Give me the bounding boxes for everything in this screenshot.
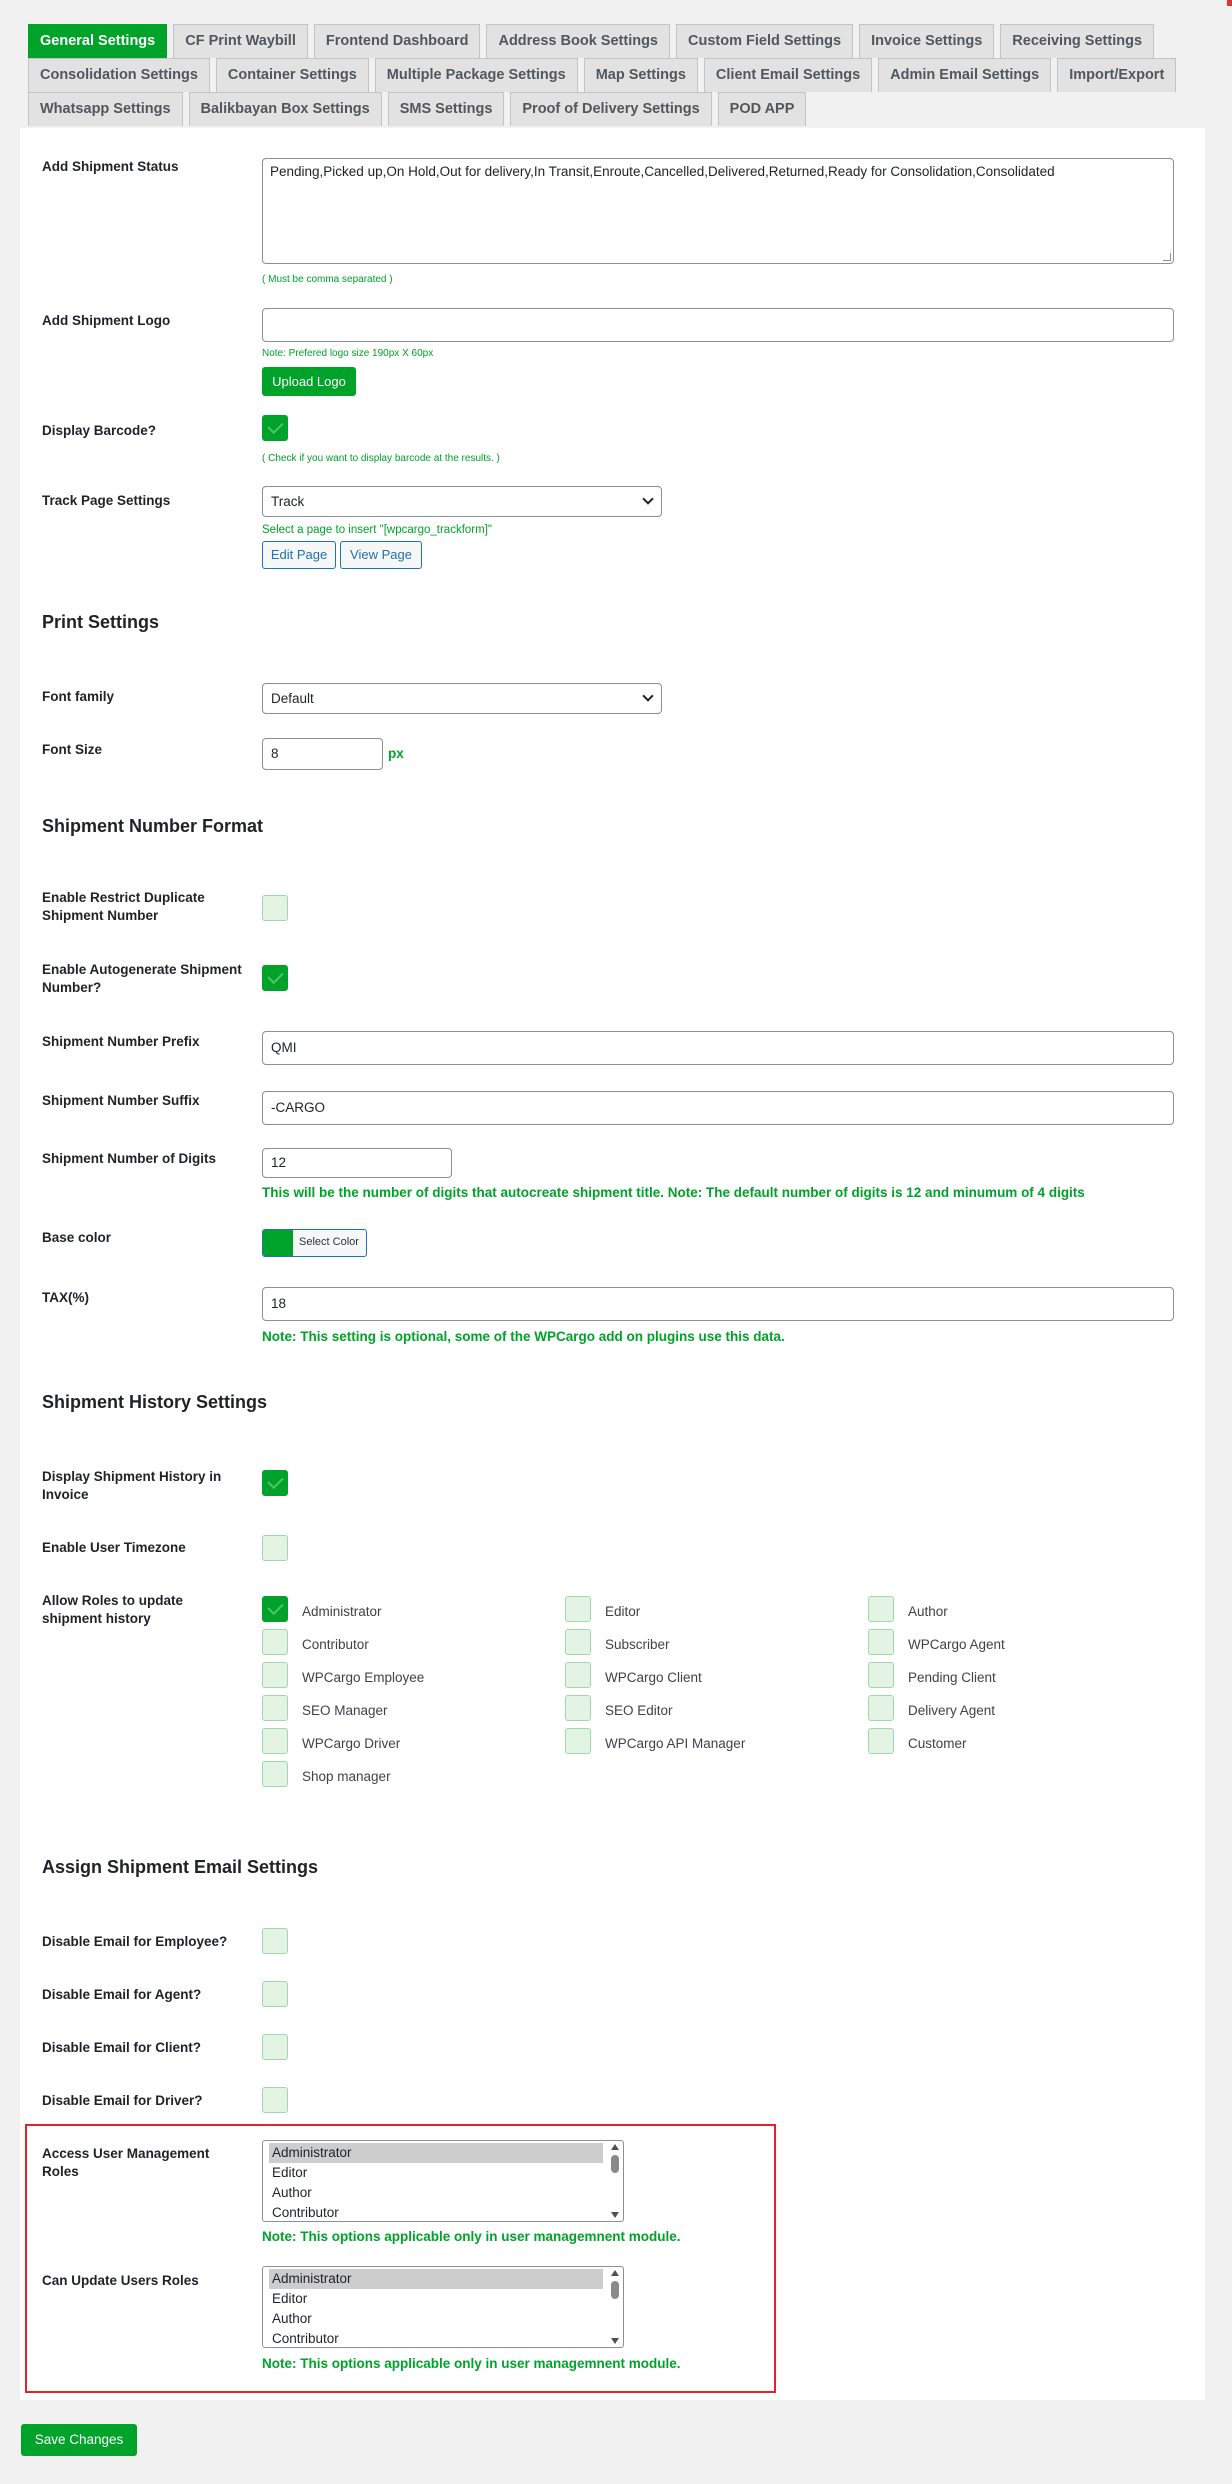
role-checkbox-seo-editor[interactable] <box>565 1695 591 1721</box>
settings-tabs <box>28 24 1208 126</box>
disable-email-employee-label: Disable Email for Employee? <box>42 1934 228 1949</box>
tab-multiple-package-settings[interactable]: Multiple Package Settings <box>375 58 578 92</box>
shipment-status-label: Add Shipment Status <box>42 159 179 174</box>
scroll-thumb[interactable] <box>611 2281 619 2299</box>
base-color-label: Base color <box>42 1230 112 1245</box>
update-roles-listbox[interactable] <box>262 2266 624 2348</box>
tax-input[interactable]: 18 <box>262 1287 1174 1321</box>
tab-invoice-settings[interactable]: Invoice Settings <box>859 24 994 58</box>
color-picker-button[interactable] <box>262 1229 367 1257</box>
role-label-pending-client: Pending Client <box>908 1670 996 1685</box>
disable-email-driver-checkbox[interactable] <box>262 2087 288 2113</box>
role-checkbox-administrator[interactable] <box>262 1596 288 1622</box>
tab-address-book-settings[interactable]: Address Book Settings <box>486 24 670 58</box>
role-label-author: Author <box>908 1604 948 1619</box>
barcode-note: ( Check if you want to display barcode at the results. ) <box>262 453 500 464</box>
access-roles-listbox[interactable] <box>262 2140 624 2222</box>
logo-note: Note: Prefered logo size 190px X 60px <box>262 348 434 359</box>
update-roles-note: Note: This options applicable only in user managemnent module. <box>262 2356 681 2371</box>
track-note: Select a page to insert "[wpcargo_trackform]" <box>262 524 492 536</box>
chevron-down-icon <box>642 493 653 504</box>
tab-consolidation-settings[interactable]: Consolidation Settings <box>28 58 210 92</box>
role-checkbox-author[interactable] <box>868 1596 894 1622</box>
disable-email-agent-checkbox[interactable] <box>262 1981 288 2007</box>
tab-import-export[interactable]: Import/Export <box>1057 58 1176 92</box>
access-option-administrator[interactable]: Administrator <box>269 2143 603 2163</box>
user-timezone-checkbox[interactable] <box>262 1535 288 1561</box>
disable-email-client-checkbox[interactable] <box>262 2034 288 2060</box>
access-user-management-label: Access User Management Roles <box>42 2146 210 2179</box>
role-checkbox-wpcargo-driver[interactable] <box>262 1728 288 1754</box>
font-family-label: Font family <box>42 689 115 704</box>
role-checkbox-wpcargo-client[interactable] <box>565 1662 591 1688</box>
role-checkbox-delivery-agent[interactable] <box>868 1695 894 1721</box>
track-page-select[interactable] <box>262 486 662 517</box>
assign-email-heading: Assign Shipment Email Settings <box>42 1857 319 1877</box>
tab-container-settings[interactable]: Container Settings <box>216 58 369 92</box>
font-size-unit: px <box>388 746 404 761</box>
digits-note: This will be the number of digits that autocreate shipment title. Note: The default number of digits is 12 and minumum of 4 digits <box>262 1185 1085 1200</box>
prefix-label: Shipment Number Prefix <box>42 1034 200 1049</box>
shipment-number-heading: Shipment Number Format <box>42 816 264 836</box>
shipment-status-textarea[interactable] <box>262 158 1174 264</box>
role-label-wpcargo-driver: WPCargo Driver <box>302 1736 401 1751</box>
update-listbox-scrollbar[interactable] <box>607 2267 623 2347</box>
tab-frontend-dashboard[interactable]: Frontend Dashboard <box>314 24 481 58</box>
disable-email-agent-label: Disable Email for Agent? <box>42 1987 202 2002</box>
font-family-select[interactable] <box>262 683 662 714</box>
role-checkbox-shop-manager[interactable] <box>262 1761 288 1787</box>
tab-whatsapp-settings[interactable]: Whatsapp Settings <box>28 92 183 126</box>
tab-cf-print-waybill[interactable]: CF Print Waybill <box>173 24 308 58</box>
display-barcode-label: Display Barcode? <box>42 423 157 438</box>
color-swatch <box>263 1230 293 1256</box>
shipment-status-value: Pending,Picked up,On Hold,Out for delivery,In Transit,Enroute,Cancelled,Delivered,Returned,Ready for Consolidation,Consolidated <box>270 164 1055 179</box>
role-checkbox-editor[interactable] <box>565 1596 591 1622</box>
disable-email-driver-label: Disable Email for Driver? <box>42 2093 203 2108</box>
disable-email-client-label: Disable Email for Client? <box>42 2040 202 2055</box>
role-label-editor: Editor <box>605 1604 641 1619</box>
update-users-roles-label: Can Update Users Roles <box>42 2273 199 2288</box>
role-checkbox-subscriber[interactable] <box>565 1629 591 1655</box>
settings-panel <box>20 128 1205 2400</box>
font-size-label: Font Size <box>42 742 102 757</box>
view-page-button[interactable]: View Page <box>340 541 422 569</box>
update-option-author[interactable]: Author <box>272 2311 312 2326</box>
user-timezone-label: Enable User Timezone <box>42 1540 186 1555</box>
scroll-thumb[interactable] <box>611 2155 619 2173</box>
role-checkbox-wpcargo-employee[interactable] <box>262 1662 288 1688</box>
role-checkbox-pending-client[interactable] <box>868 1662 894 1688</box>
role-label-wpcargo-client: WPCargo Client <box>605 1670 702 1685</box>
select-color-label: Select Color <box>299 1236 359 1248</box>
resize-grip-icon[interactable] <box>1163 253 1171 261</box>
scroll-down-icon[interactable] <box>611 2212 619 2218</box>
update-option-contributor[interactable]: Contributor <box>272 2331 339 2346</box>
tab-general-settings[interactable]: General Settings <box>28 24 167 58</box>
digits-input[interactable]: 12 <box>262 1148 452 1178</box>
access-option-editor[interactable]: Editor <box>272 2165 308 2180</box>
role-label-shop-manager: Shop manager <box>302 1769 391 1784</box>
autogenerate-label: Enable Autogenerate Shipment Number? <box>42 962 242 995</box>
tab-receiving-settings[interactable]: Receiving Settings <box>1000 24 1154 58</box>
update-option-administrator[interactable]: Administrator <box>269 2269 603 2289</box>
display-barcode-checkbox[interactable] <box>262 415 288 441</box>
scroll-up-icon[interactable] <box>611 2270 619 2276</box>
shipment-logo-input[interactable] <box>262 308 1174 342</box>
tab-custom-field-settings[interactable]: Custom Field Settings <box>676 24 853 58</box>
scroll-up-icon[interactable] <box>611 2144 619 2150</box>
upload-logo-button[interactable]: Upload Logo <box>262 367 356 396</box>
allow-roles-label: Allow Roles to update shipment history <box>42 1593 184 1626</box>
font-family-value: Default <box>271 691 314 706</box>
restrict-duplicate-label: Enable Restrict Duplicate Shipment Number <box>42 890 205 923</box>
role-label-contributor: Contributor <box>302 1637 369 1652</box>
update-option-editor[interactable]: Editor <box>272 2291 308 2306</box>
tax-label: TAX(%) <box>42 1290 89 1305</box>
role-checkbox-wpcargo-api-manager[interactable] <box>565 1728 591 1754</box>
history-invoice-checkbox[interactable] <box>262 1470 288 1496</box>
shipment-logo-label: Add Shipment Logo <box>42 313 171 328</box>
role-label-administrator: Administrator <box>302 1604 382 1619</box>
tab-sms-settings[interactable]: SMS Settings <box>388 92 505 126</box>
role-checkbox-contributor[interactable] <box>262 1629 288 1655</box>
history-invoice-label: Display Shipment History in Invoice <box>42 1469 222 1502</box>
tab-balikbayan-box-settings[interactable]: Balikbayan Box Settings <box>189 92 382 126</box>
access-roles-note: Note: This options applicable only in user managemnent module. <box>262 2229 681 2244</box>
role-label-wpcargo-api-manager: WPCargo API Manager <box>605 1736 746 1751</box>
tab-client-email-settings[interactable]: Client Email Settings <box>704 58 872 92</box>
print-settings-heading: Print Settings <box>42 612 160 632</box>
edit-page-button[interactable]: Edit Page <box>262 541 336 569</box>
tab-proof-of-delivery-settings[interactable]: Proof of Delivery Settings <box>510 92 711 126</box>
suffix-input[interactable]: -CARGO <box>262 1091 1174 1125</box>
top-corner-marker <box>1227 0 1232 6</box>
role-label-seo-manager: SEO Manager <box>302 1703 388 1718</box>
tab-pod-app[interactable]: POD APP <box>718 92 807 126</box>
save-changes-button[interactable]: Save Changes <box>21 2424 137 2456</box>
shipment-history-heading: Shipment History Settings <box>42 1392 268 1412</box>
tax-note: Note: This setting is optional, some of the WPCargo add on plugins use this data. <box>262 1329 785 1344</box>
role-checkbox-wpcargo-agent[interactable] <box>868 1629 894 1655</box>
tab-map-settings[interactable]: Map Settings <box>584 58 698 92</box>
font-size-input[interactable]: 8 <box>262 738 383 770</box>
tab-admin-email-settings[interactable]: Admin Email Settings <box>878 58 1051 92</box>
disable-email-employee-checkbox[interactable] <box>262 1928 288 1954</box>
role-label-wpcargo-agent: WPCargo Agent <box>908 1637 1005 1652</box>
track-page-label: Track Page Settings <box>42 493 171 508</box>
role-checkbox-seo-manager[interactable] <box>262 1695 288 1721</box>
digits-label: Shipment Number of Digits <box>42 1151 217 1166</box>
status-note: ( Must be comma separated ) <box>262 274 393 285</box>
role-label-subscriber: Subscriber <box>605 1637 670 1652</box>
role-label-wpcargo-employee: WPCargo Employee <box>302 1670 425 1685</box>
access-option-contributor[interactable]: Contributor <box>272 2205 339 2220</box>
role-checkbox-customer[interactable] <box>868 1728 894 1754</box>
autogenerate-checkbox[interactable] <box>262 965 288 991</box>
suffix-label: Shipment Number Suffix <box>42 1093 200 1108</box>
track-page-value: Track <box>271 494 305 509</box>
role-label-delivery-agent: Delivery Agent <box>908 1703 996 1718</box>
access-listbox-scrollbar[interactable] <box>607 2141 623 2221</box>
prefix-input[interactable]: QMI <box>262 1031 1174 1065</box>
restrict-duplicate-checkbox[interactable] <box>262 895 288 921</box>
role-label-customer: Customer <box>908 1736 967 1751</box>
chevron-down-icon <box>642 690 653 701</box>
role-label-seo-editor: SEO Editor <box>605 1703 673 1718</box>
access-option-author[interactable]: Author <box>272 2185 312 2200</box>
scroll-down-icon[interactable] <box>611 2338 619 2344</box>
